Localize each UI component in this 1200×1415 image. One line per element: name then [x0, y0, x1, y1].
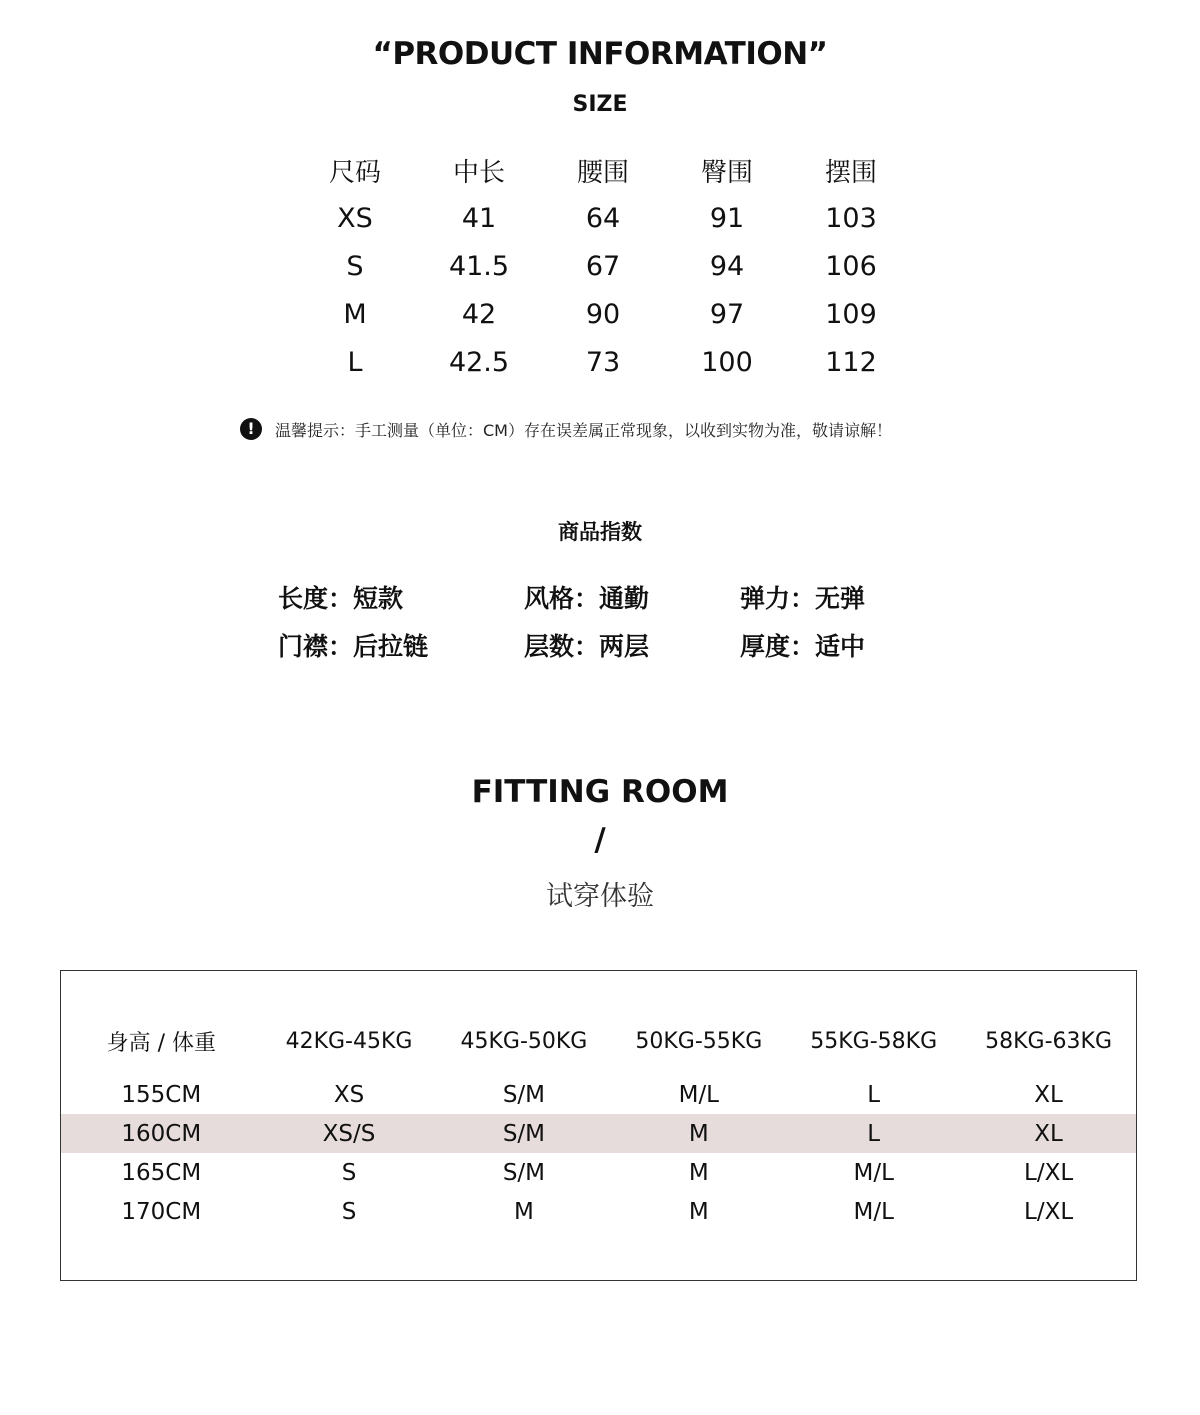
fitting-cell: XL: [1034, 1120, 1063, 1147]
product-index-grid: [278, 573, 918, 669]
size-cell: 103: [825, 202, 877, 234]
table-row: [61, 1192, 1136, 1231]
fitting-cell: 165CM: [121, 1159, 202, 1186]
fitting-cell: S/M: [502, 1120, 546, 1147]
fitting-cell: S: [341, 1198, 357, 1225]
exclamation-icon: !: [240, 418, 262, 440]
table-row: [61, 1153, 1136, 1192]
fitting-room-divider: /: [594, 822, 606, 858]
size-cell: 106: [825, 250, 877, 282]
fitting-cell: M: [688, 1198, 709, 1225]
fitting-room-subtitle: 试穿体验: [546, 881, 654, 912]
attr-layers: 层数：两层: [524, 632, 650, 661]
fitting-cell: L: [867, 1120, 881, 1147]
fitting-cell: XS: [333, 1081, 365, 1108]
attr-thickness: 厚度：适中: [740, 632, 866, 661]
fitting-cell: S: [341, 1159, 357, 1186]
table-row-highlighted: [61, 1114, 1136, 1153]
fitting-table-body: [61, 1075, 1136, 1231]
fitting-header-cell: 50KG-55KG: [635, 1028, 763, 1054]
fitting-header-cell: 身高 / 体重: [106, 1030, 216, 1056]
fitting-cell: XL: [1034, 1081, 1063, 1108]
size-cell: 91: [709, 202, 745, 234]
size-cell: 67: [585, 250, 621, 282]
fitting-cell: L: [867, 1081, 881, 1108]
fitting-cell: M: [513, 1198, 534, 1225]
size-header-cell: 尺码: [328, 157, 381, 188]
table-row: [61, 1075, 1136, 1114]
size-cell: 90: [585, 298, 621, 330]
size-cell: M: [343, 298, 367, 330]
fitting-header-cell: 42KG-45KG: [285, 1028, 413, 1054]
fitting-cell: M: [688, 1120, 709, 1147]
size-table-row: [293, 194, 913, 242]
size-table-row: [293, 338, 913, 386]
size-cell: S: [346, 250, 364, 282]
fitting-table: [60, 970, 1137, 1281]
fitting-header-cell: 45KG-50KG: [460, 1028, 588, 1054]
fitting-cell: M/L: [853, 1159, 894, 1186]
product-index-title: 商品指数: [558, 520, 642, 544]
fitting-header-cell: 58KG-63KG: [985, 1028, 1113, 1054]
fitting-cell: L/XL: [1024, 1198, 1074, 1225]
size-cell: L: [347, 346, 363, 378]
size-cell: 64: [585, 202, 621, 234]
attr-length: 长度：短款: [278, 584, 404, 613]
size-cell: 41.5: [448, 250, 510, 282]
fitting-cell: 155CM: [121, 1081, 202, 1108]
size-table-row: [293, 290, 913, 338]
fitting-cell: M/L: [678, 1081, 720, 1108]
fitting-cell: M: [688, 1159, 709, 1186]
fitting-cell: S/M: [502, 1081, 546, 1108]
size-header-cell: 摆围: [824, 157, 877, 188]
size-cell: 97: [709, 298, 745, 330]
size-cell: 94: [709, 250, 745, 282]
page-title: “PRODUCT INFORMATION”: [372, 36, 828, 72]
size-cell: 42: [461, 298, 497, 330]
attr-placket: 门襟：后拉链: [278, 632, 429, 661]
size-subtitle: SIZE: [572, 92, 628, 117]
fitting-room-title: FITTING ROOM: [471, 774, 729, 810]
fitting-cell: M/L: [853, 1198, 894, 1225]
size-cell: 73: [585, 346, 621, 378]
size-table-header: [293, 146, 913, 194]
fitting-cell: L/XL: [1024, 1159, 1074, 1186]
size-cell: 42.5: [448, 346, 510, 378]
fitting-header-cell: 55KG-58KG: [810, 1028, 938, 1054]
size-cell: XS: [337, 202, 373, 234]
fitting-cell: 170CM: [121, 1198, 202, 1225]
attr-style: 风格：通勤: [524, 584, 650, 613]
size-cell: 100: [701, 346, 753, 378]
product-index-row: [278, 573, 918, 621]
size-table: [293, 146, 913, 386]
size-cell: 109: [825, 298, 877, 330]
size-header-cell: 中长: [452, 157, 505, 188]
fitting-cell: 160CM: [121, 1120, 202, 1147]
size-header-cell: 臀围: [700, 157, 753, 188]
size-cell: 112: [825, 346, 877, 378]
fitting-cell: XS/S: [322, 1120, 376, 1147]
notice-text: 温馨提示：手工测量（单位：CM）存在误差属正常现象，以收到实物为准，敬请谅解！: [275, 420, 892, 440]
product-index-row: [278, 621, 918, 669]
attr-elasticity: 弹力：无弹: [740, 584, 866, 613]
measurement-notice: [240, 416, 892, 442]
size-table-row: [293, 242, 913, 290]
fitting-table-header: [61, 1025, 1136, 1057]
size-header-cell: 腰围: [576, 157, 629, 188]
fitting-cell: S/M: [502, 1159, 546, 1186]
size-cell: 41: [461, 202, 497, 234]
